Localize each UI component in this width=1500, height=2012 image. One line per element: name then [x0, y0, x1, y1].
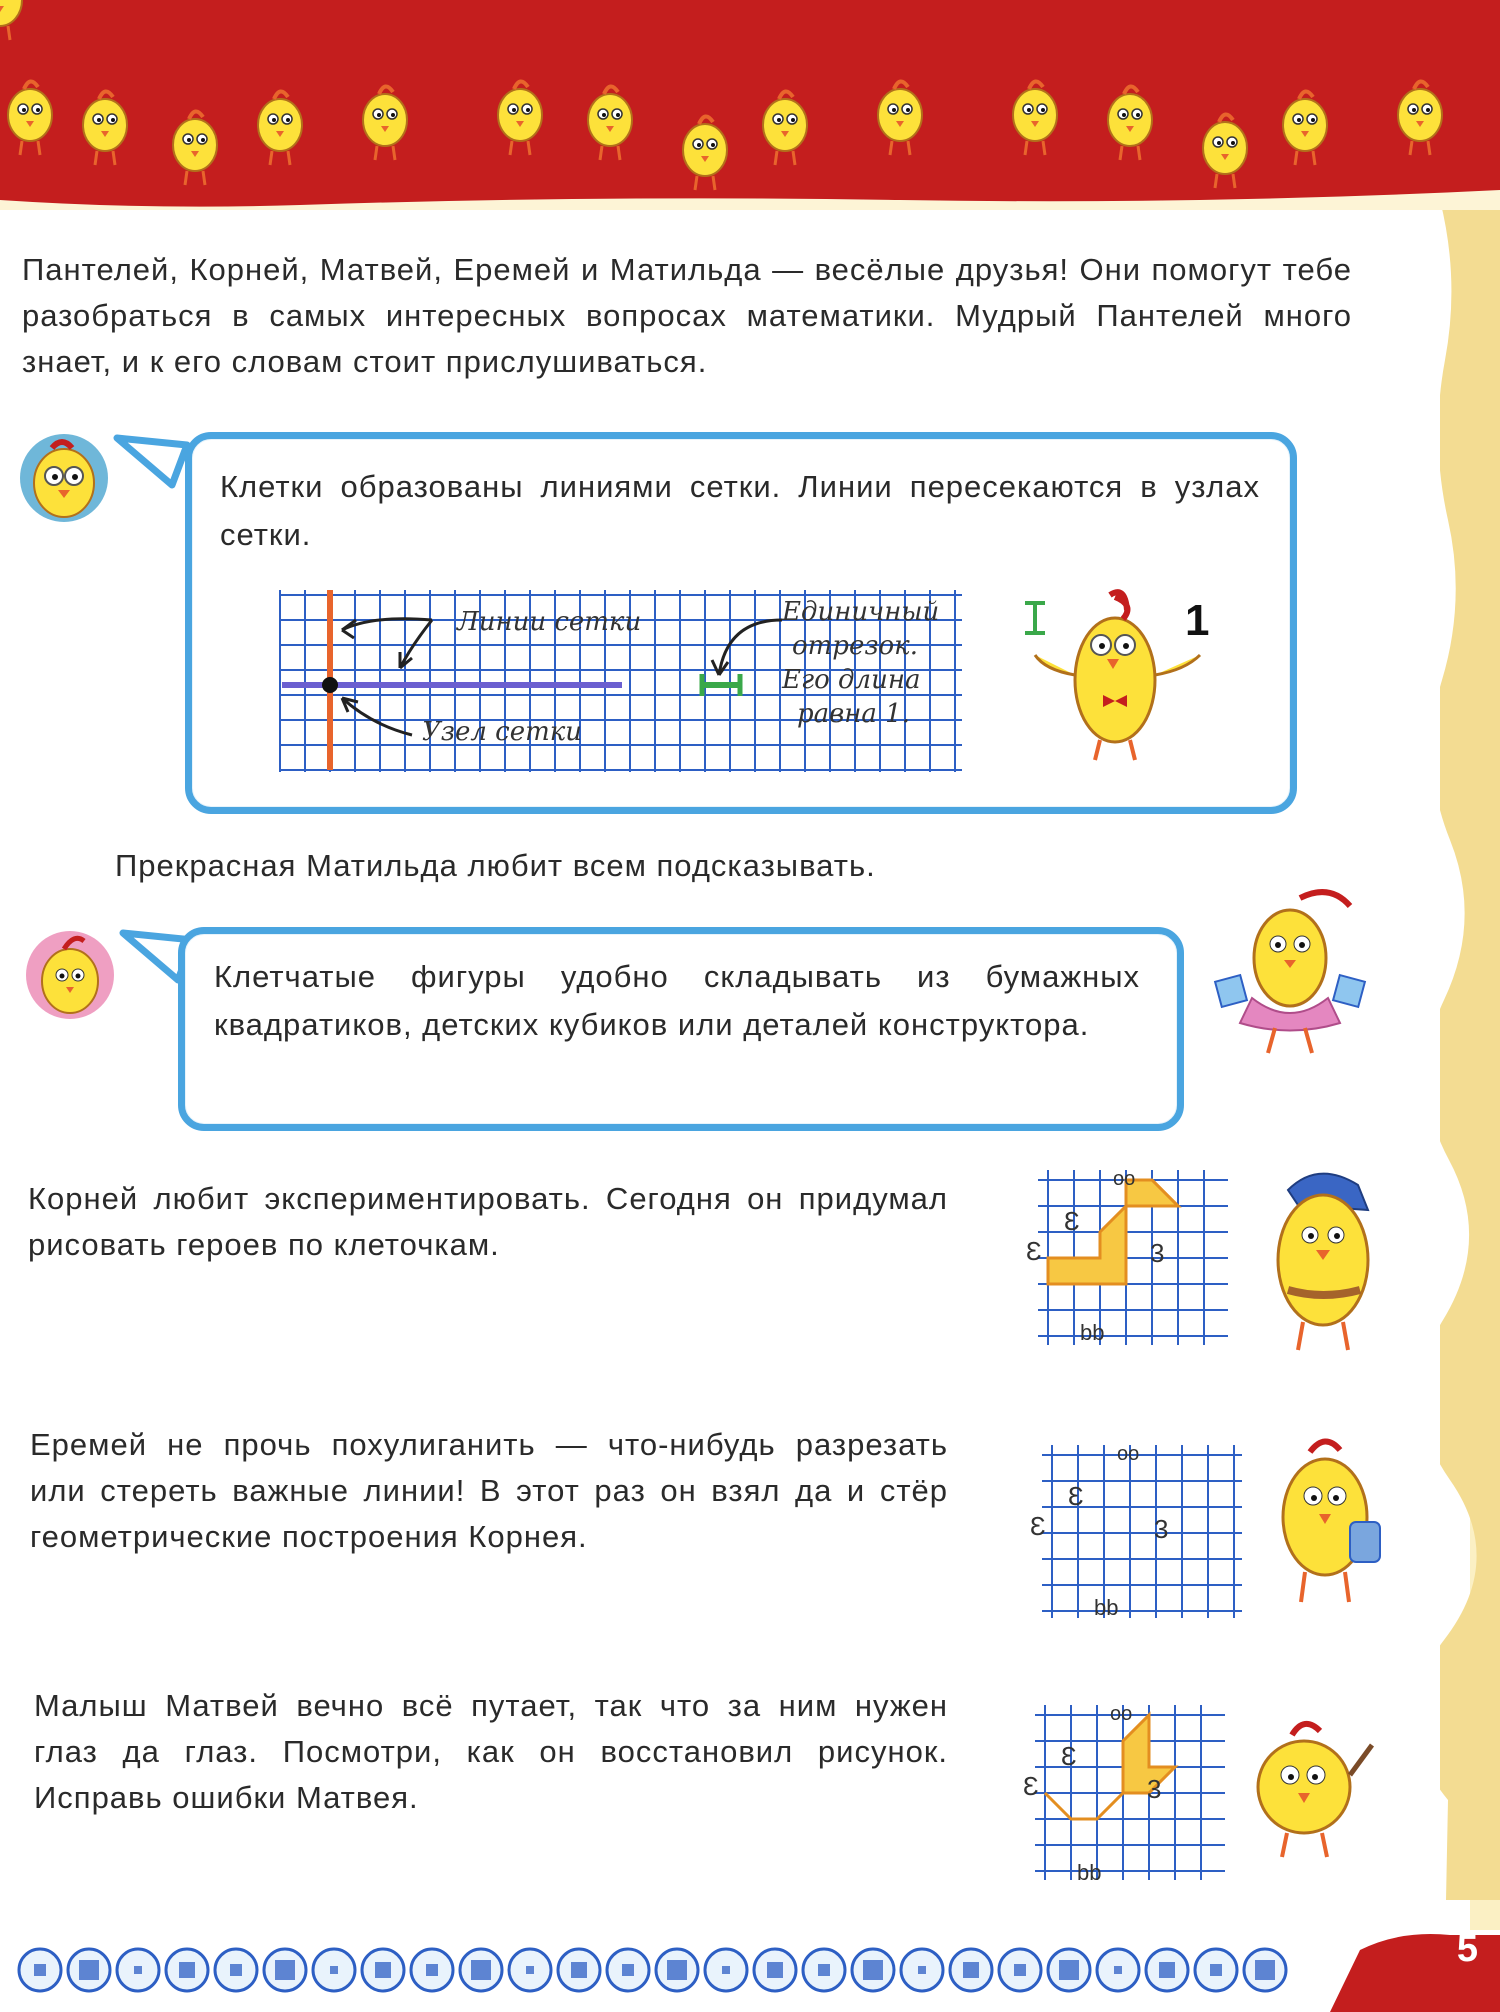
matilda-intro-text: Прекрасная Матильда любит всем подсказывать. [115, 848, 876, 883]
svg-text:Ɛ: Ɛ [1030, 1511, 1046, 1541]
svg-text:bb: bb [1094, 1595, 1119, 1620]
top-banner [0, 0, 1500, 210]
eremey-text: Еремей не прочь похулиганить — что-нибудь разрезать или стереть важные линии! В этот раз он взял да и стёр геометрические построения Корнея. [30, 1427, 948, 1554]
grid-lines-diagram [272, 590, 972, 780]
svg-text:Ɛ: Ɛ [1061, 1741, 1077, 1771]
label-unit-line1: Единичный [782, 597, 940, 627]
svg-text:bb: bb [1080, 1320, 1105, 1345]
svg-text:bb: bb [1077, 1860, 1102, 1885]
chick-parade-icon [0, 0, 1500, 210]
korney-text: Корней любит экспериментировать. Сегодня он придумал рисовать героев по клеточкам. [28, 1181, 948, 1262]
eremey-character-icon [1255, 1432, 1385, 1612]
label-grid-lines: Линии сетки [457, 607, 642, 637]
svg-text:3: 3 [1150, 1238, 1165, 1268]
bubble-tail [112, 430, 192, 490]
korney-figure-grid [1018, 1160, 1233, 1350]
svg-text:3: 3 [1154, 1514, 1169, 1544]
svg-text:oo: oo [1117, 1443, 1140, 1465]
page-edge-decoration [1440, 200, 1500, 1900]
panteley-bubble-text: Клетки образованы линиями сетки. Линии пересекаются в узлах сетки. [220, 469, 1260, 552]
label-grid-node: Узел сетки [422, 717, 583, 747]
svg-text:Ɛ: Ɛ [1068, 1481, 1084, 1511]
eremey-figure-grid [1022, 1440, 1247, 1620]
unit-number: 1 [1185, 596, 1210, 645]
intro-paragraph: Пантелей, Корней, Матвей, Еремей и Матильда — весёлые друзья! Они помогут тебе разобраться в самых интересных вопросах математики. Мудрый Пантелей много знает, и к его словам стоит прислушиваться. [22, 252, 1352, 379]
svg-text:Ɛ: Ɛ [1026, 1236, 1042, 1266]
grid-node-point [322, 677, 338, 693]
matilda-character-icon [1210, 888, 1370, 1058]
matvey-figure-grid [1015, 1700, 1230, 1885]
bottom-pattern-strip [0, 1930, 1500, 2012]
svg-text:Ɛ: Ɛ [1023, 1771, 1039, 1801]
panteley-avatar-icon [18, 428, 110, 528]
page-number: 5 [1456, 1928, 1478, 1970]
svg-text:Ɛ: Ɛ [1064, 1206, 1080, 1236]
korney-character-icon [1248, 1150, 1388, 1360]
matilda-avatar-icon [24, 925, 116, 1025]
svg-text:3: 3 [1147, 1774, 1162, 1804]
svg-text:oo: oo [1113, 1168, 1136, 1190]
matilda-bubble-text: Клетчатые фигуры удобно складывать из бумажных квадратиков, детских кубиков или деталей конструктора. [214, 959, 1140, 1042]
label-unit-line4: равна 1. [797, 699, 910, 729]
svg-text:oo: oo [1110, 1703, 1133, 1725]
matvey-character-icon [1232, 1715, 1382, 1865]
matvey-text: Малыш Матвей вечно всё путает, так что за ним нужен глаз да глаз. Посмотри, как он восстановил рисунок. Исправь ошибки Матвея. [34, 1688, 948, 1815]
label-unit-line3: Его длина [782, 665, 921, 695]
label-unit-line2: отрезок. [792, 631, 918, 661]
